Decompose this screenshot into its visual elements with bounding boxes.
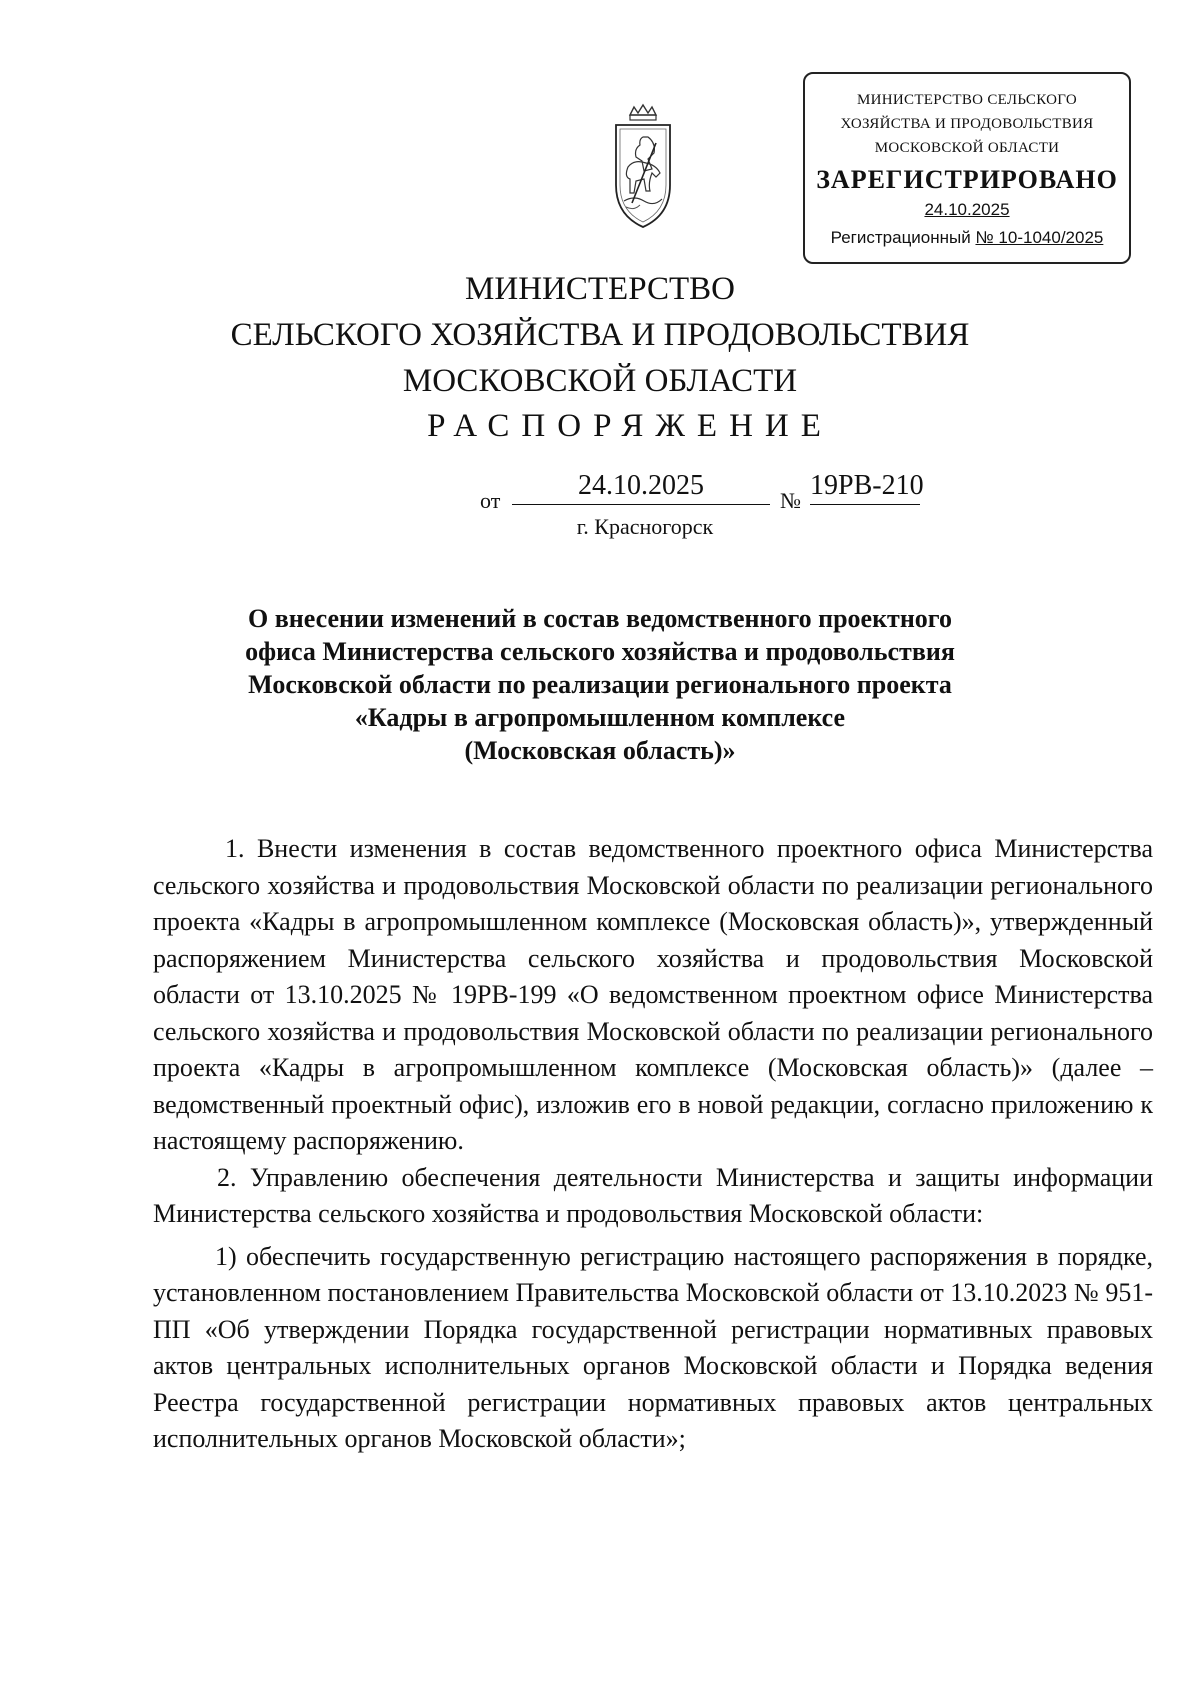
document-place: г. Красногорск <box>576 514 714 539</box>
title-line-1: О внесении изменений в состав ведомственного проектного <box>248 604 952 633</box>
document-number: 19РВ-210 <box>810 470 920 505</box>
coat-of-arms-icon <box>610 103 676 231</box>
paragraph-2-item-1: 1) обеспечить государственную регистрацию настоящего распоряжения в порядке, установленном постановлением Правительства Московской области от 13.10.2023 № 951-ПП «Об утверждении Порядка государственной регистрации нормативных правовых актов центральных исполнительных органов Московской области и Порядка ведения Реестра государственной регистрации нормативных правовых актов центральных исполнительных органов Московской области»; <box>153 1241 1153 1453</box>
paragraph-2: 2. Управлению обеспечения деятельности Министерства и защиты информации Министерства сельского хозяйства и продовольствия Московской области: <box>153 1162 1153 1228</box>
stamp-reg-number <box>805 226 1129 250</box>
date-number-line <box>480 470 940 514</box>
stamp-date: 24.10.2025 <box>924 200 1010 219</box>
org-line-3: МОСКОВСКОЙ ОБЛАСТИ <box>402 363 798 399</box>
paragraph-1: 1. Внести изменения в состав ведомственного проектного офиса Министерства сельского хозяйства и продовольствия Московской области по реализации регионального проекта «Кадры в агропромышленном комплексе (Московская область)», утвержденный распоряжением Министерства сельского хозяйства и продовольствия Московской области от 13.10.2025 № 19РВ-199 «О ведомственном проектном офисе Министерства сельского хозяйства и продовольствия Московской области по реализации регионального проекта «Кадры в агропромышленном комплексе (Московская область)» (далее – ведомственный проектный офис), изложив его в новой редакции, согласно приложению к настоящему распоряжению. <box>153 834 1153 1155</box>
organization-name <box>0 266 1200 404</box>
title-line-3: Московской области по реализации регионального проекта <box>248 670 952 699</box>
stamp-reg-value: № 10-1040/2025 <box>975 228 1104 247</box>
stamp-org-line-1: МИНИСТЕРСТВО СЕЛЬСКОГО <box>856 92 1078 108</box>
number-prefix: № <box>780 488 801 513</box>
registration-stamp <box>803 72 1131 264</box>
stamp-reg-label: Регистрационный <box>830 228 976 247</box>
title-line-5: (Московская область)» <box>464 736 736 765</box>
document-date: 24.10.2025 <box>512 470 770 505</box>
stamp-org-line-2: ХОЗЯЙСТВА И ПРОДОВОЛЬСТВИЯ <box>840 116 1094 132</box>
stamp-status: ЗАРЕГИСТРИРОВАНО <box>816 165 1118 194</box>
org-line-2: СЕЛЬСКОГО ХОЗЯЙСТВА И ПРОДОВОЛЬСТВИЯ <box>230 317 970 353</box>
stamp-org-line-3: МОСКОВСКОЙ ОБЛАСТИ <box>874 140 1060 156</box>
document-body <box>153 831 1153 1458</box>
org-line-1: МИНИСТЕРСТВО <box>465 271 735 307</box>
title-line-2: офиса Министерства сельского хозяйства и продовольствия <box>245 637 955 666</box>
document-type: РАСПОРЯЖЕНИЕ <box>427 408 833 444</box>
document-title <box>0 602 1200 767</box>
title-line-4: «Кадры в агропромышленном комплексе <box>354 703 846 732</box>
date-prefix: от <box>480 488 501 513</box>
